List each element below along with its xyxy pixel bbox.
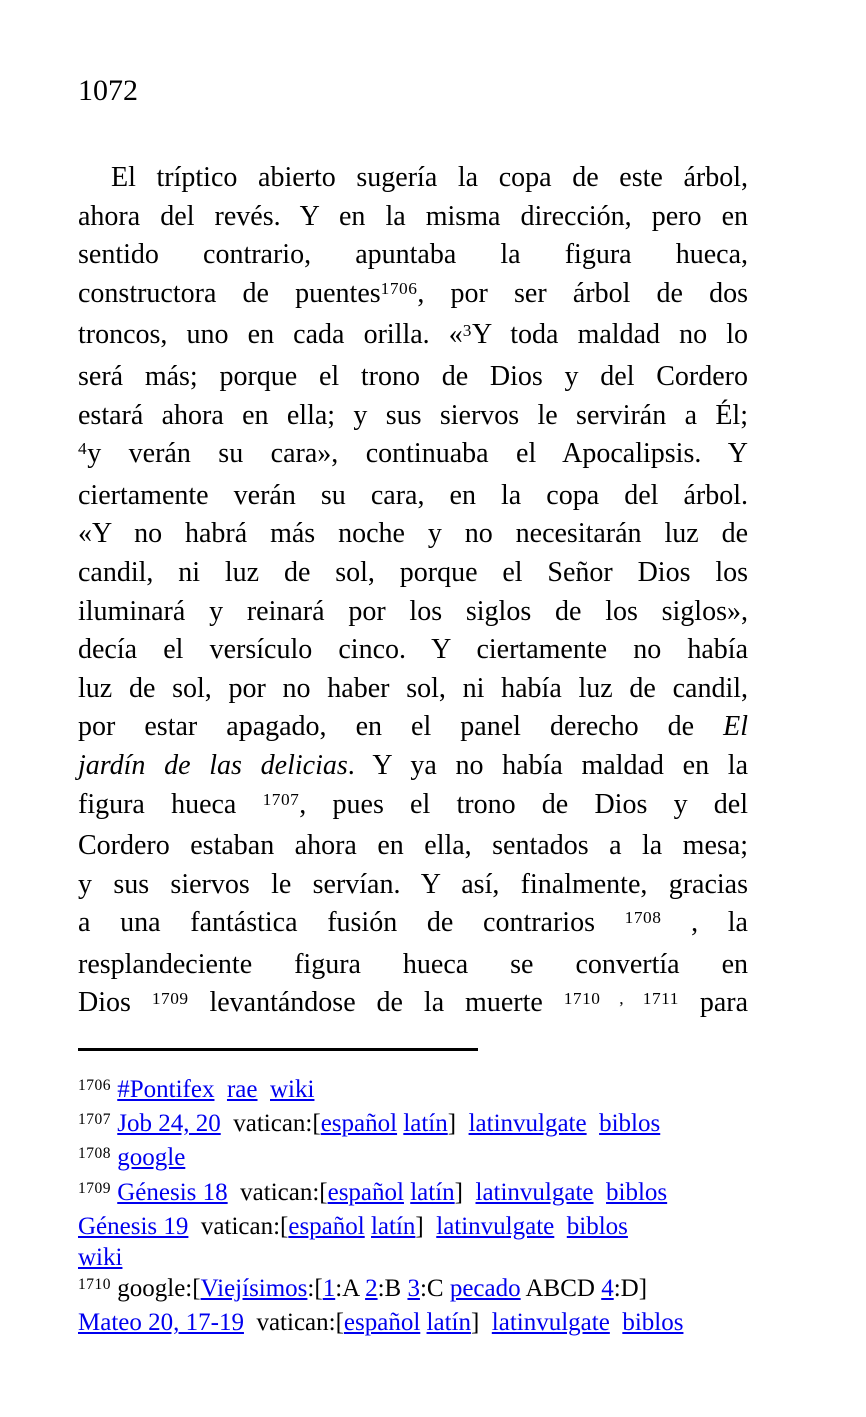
text-segment [214,1076,227,1103]
footnote-number: 1710 [78,1276,111,1294]
footnote-link[interactable]: español [320,1110,398,1138]
body-line [78,198,748,237]
body-text [78,159,748,1026]
footnote-link[interactable]: 4 [601,1275,614,1303]
footnote-link[interactable]: Génesis 19 [78,1212,189,1240]
text-segment: :D] [613,1275,648,1303]
footnote-link[interactable]: Job 24, 20 [117,1110,221,1138]
text-segment [258,1076,271,1103]
footnote-link[interactable]: latín [410,1178,455,1206]
footnote-line [78,1108,778,1142]
body-line [78,786,748,828]
footnote-link[interactable]: latinvulgate [475,1178,594,1206]
footnote-link[interactable]: español [327,1178,404,1206]
text-segment: luz de sol, por no haber sol, ni había luz de candil, [78,672,748,704]
body-line [78,593,748,632]
text-segment: figura hueca [78,788,263,820]
text-segment: , por ser árbol de dos [417,277,748,309]
body-line [78,670,748,709]
text-segment: :B [377,1275,408,1303]
footnote-link[interactable]: latinvulgate [436,1212,555,1240]
text-segment: :A [335,1275,366,1303]
text-segment: levantándose de la muerte [188,987,564,1019]
footnote-line [78,1177,778,1211]
text-segment: constructora de puentes [78,277,381,309]
footnote-link[interactable]: biblos [599,1110,661,1138]
footnotes-section [78,1074,778,1339]
text-segment: «Y no habrá más noche y no necesitarán luz de [78,518,748,550]
text-segment: jardín de las delicias [78,749,348,781]
footnote-number: 1707 [78,1111,111,1129]
page-number: 1072 [78,74,138,107]
footnote-ref: 1706 [380,278,418,298]
text-segment: , la [661,907,748,939]
footnote-link[interactable]: rae [226,1076,258,1103]
footnote-number: 1706 [78,1077,111,1095]
text-segment: ] [454,1178,476,1206]
footnote-link[interactable]: latín [370,1212,416,1240]
body-line [78,631,748,670]
footnote-ref: 1709 [151,988,189,1008]
text-segment: , pues el trono de Dios y del [299,788,748,820]
text-segment: para [678,987,748,1019]
text-segment: ] [470,1309,492,1337]
footnote-link[interactable]: biblos [606,1178,668,1206]
footnote-line [78,1211,778,1242]
footnote-number: 1709 [78,1179,111,1197]
text-segment: El [723,711,748,743]
text-segment: iluminará y reinará por los siglos de los siglos», [78,595,748,627]
footnote-link[interactable]: 3 [407,1275,420,1303]
text-segment: :C [419,1275,450,1303]
text-segment: :[ [307,1275,323,1303]
text-segment: estará ahora en ella; y sus siervos le servirán a Él; [78,399,748,431]
text-segment: vatican:[ [188,1212,289,1240]
footnote-ref: 3 [462,320,472,340]
footnote-line [78,1142,778,1176]
footnote-ref: 1707 [262,789,300,809]
footnote-line [78,1074,778,1108]
footnote-ref: 1710 , 1711 [563,988,679,1008]
footnote-line [78,1273,778,1307]
footnote-link[interactable]: Mateo 20, 17-19 [78,1309,244,1337]
text-segment: . Y ya no había maldad en la [347,749,748,781]
text-segment: y sus siervos le servían. Y así, finalmente, gracias [78,868,748,900]
body-line [78,866,748,905]
footnote-link[interactable]: latín [426,1309,471,1337]
footnote-link[interactable]: #Pontifex [117,1076,215,1103]
body-line [78,316,748,358]
footnote-line [78,1307,778,1338]
footnote-link[interactable]: biblos [622,1309,684,1337]
text-segment: vatican:[ [227,1178,328,1206]
text-segment: decía el versículo cinco. Y ciertamente no había [78,634,748,666]
text-segment: ] [447,1110,469,1138]
footnote-link[interactable]: biblos [566,1212,628,1240]
footnote-line [78,1242,778,1273]
text-segment: a una fantástica fusión de contrarios [78,907,625,939]
footnote-link[interactable]: español [343,1309,421,1337]
text-segment: vatican:[ [243,1309,344,1337]
text-segment: por estar apagado, en el panel derecho de [78,711,724,743]
text-segment: y verán su cara», continuaba el Apocalipsis. Y [87,438,748,470]
text-segment: Cordero estaban ahora en ella, sentados a la mesa; [78,830,748,862]
body-line [78,827,748,866]
footnote-number: 1708 [78,1145,111,1163]
footnote-link[interactable]: wiki [78,1244,123,1272]
text-segment: vatican:[ [220,1110,321,1138]
footnote-link[interactable]: wiki [270,1076,315,1103]
text-segment: El tríptico abierto sugería la copa de este árbol, [111,162,748,193]
footnote-link[interactable]: 1 [322,1275,336,1303]
text-segment: será más; porque el trono de Dios y del Cordero [78,360,748,392]
text-segment: google:[ [111,1275,201,1303]
body-line [78,554,748,593]
text-segment: Y toda maldad no lo [471,319,748,351]
body-line [78,904,748,946]
footnote-link[interactable]: pecado [449,1275,521,1303]
body-line [78,236,748,275]
text-segment: ABCD [520,1275,602,1303]
text-segment: ] [415,1212,437,1240]
body-line [78,747,748,786]
text-segment: candil, ni luz de sol, porque el Señor Dios los [78,556,748,588]
text-segment: sentido contrario, apuntaba la figura hueca, [78,239,748,271]
text-segment: ahora del revés. Y en la misma dirección, pero en [78,200,748,232]
body-line [78,275,748,317]
footnote-link[interactable]: español [288,1212,365,1240]
body-line [78,159,748,198]
footnote-link[interactable]: Viejísimos [200,1275,308,1303]
footnote-link[interactable]: 2 [365,1275,378,1303]
body-line [78,435,748,477]
body-line [78,946,748,985]
text-segment [587,1110,600,1137]
body-line [78,358,748,397]
footnote-link[interactable]: latín [403,1110,448,1138]
text-segment: troncos, uno en cada orilla. « [78,319,463,351]
body-line [78,708,748,747]
text-segment [610,1309,623,1336]
text-segment: ciertamente verán su cara, en la copa del árbol. [78,479,748,511]
body-line [78,477,748,516]
footnote-link[interactable]: latinvulgate [468,1110,587,1138]
footnote-ref: 1708 [624,908,662,928]
text-segment: resplandeciente figura hueca se convertía en [78,948,748,980]
footnote-link[interactable]: Génesis 18 [117,1178,228,1206]
body-line [78,515,748,554]
footnote-ref: 4 [78,439,88,459]
text-segment [594,1179,607,1206]
footnote-separator [78,1048,478,1051]
text-segment: Dios [78,987,152,1019]
footnote-link[interactable]: latinvulgate [491,1309,610,1337]
footnote-link[interactable]: google [117,1144,186,1172]
text-segment [554,1213,567,1240]
body-line [78,984,748,1026]
body-line [78,397,748,436]
